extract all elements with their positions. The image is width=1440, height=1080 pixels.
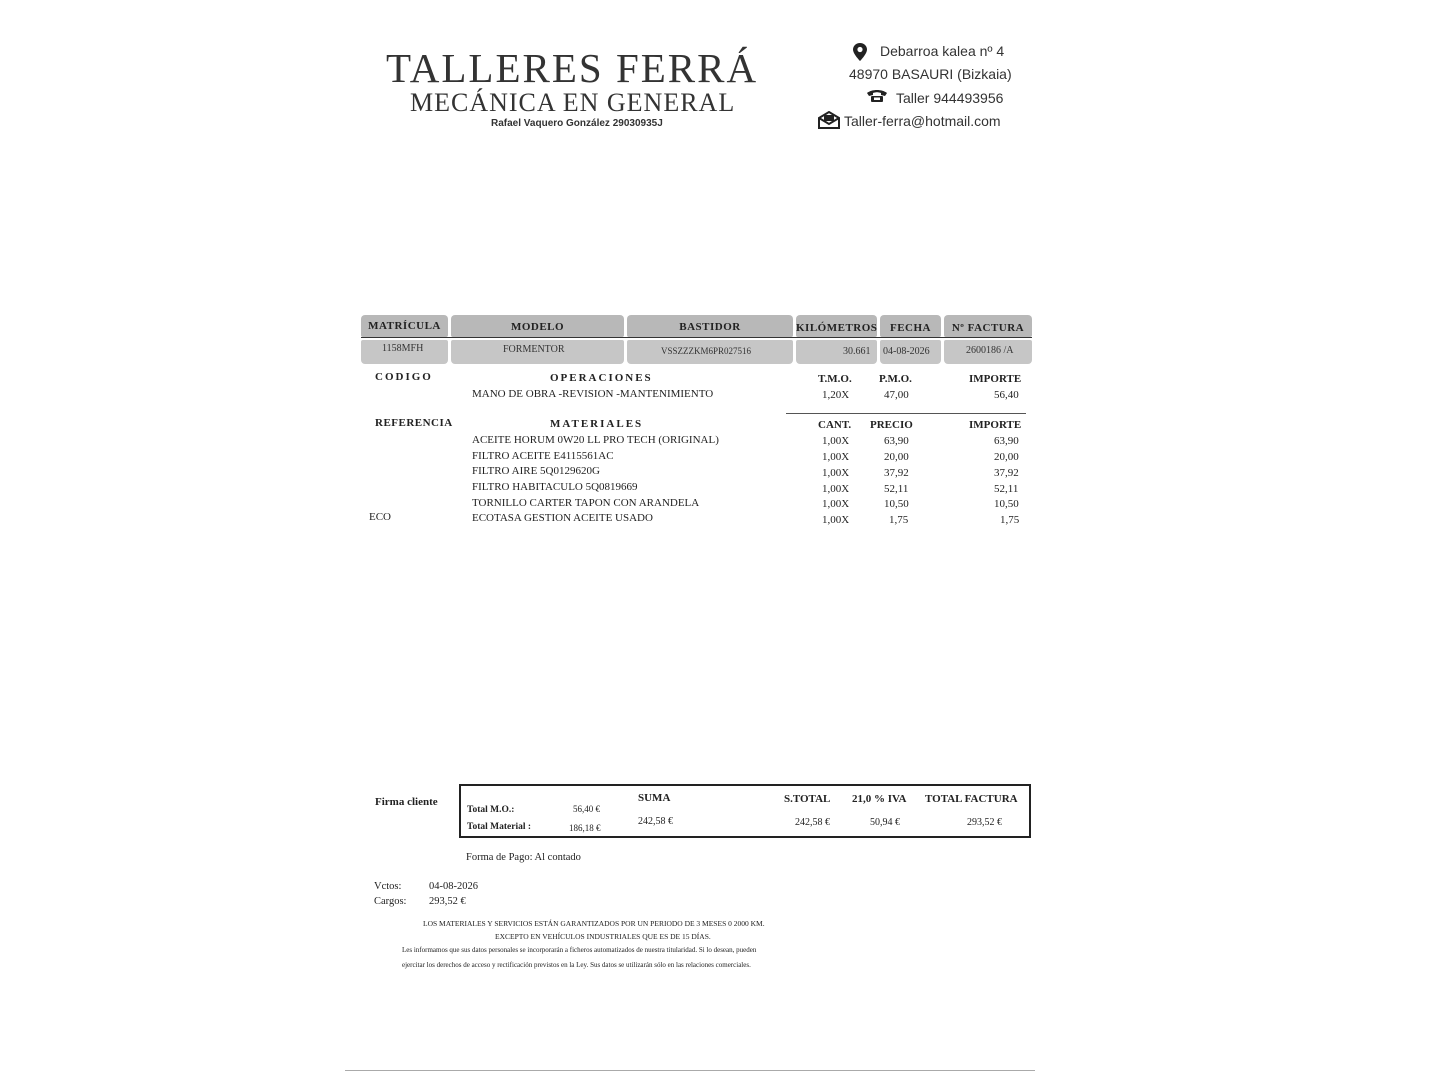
row-qty: 1,00X <box>822 435 850 447</box>
header-kilometros: KILÓMETROS <box>796 322 878 334</box>
value-bastidor: VSSZZZKM6PR027516 <box>661 346 752 356</box>
privacy-line-2: ejercitar los derechos de acceso y rectificación previstos en la Ley. Sus datos se utilizarán sólo en las relaciones comerciales. <box>402 961 751 969</box>
phone-number: Taller 944493956 <box>896 90 1004 106</box>
row-desc: MANO DE OBRA -REVISION -MANTENIMIENTO <box>472 388 714 400</box>
company-name: TALLERES FERRÁ <box>386 45 759 91</box>
envelope-icon <box>818 111 840 129</box>
section-divider <box>786 413 1026 414</box>
stotal-label: S.TOTAL <box>784 793 831 805</box>
payment-method <box>466 852 581 863</box>
row-amount: 63,90 <box>994 435 1019 447</box>
row-desc: FILTRO HABITACULO 5Q0819669 <box>472 481 638 493</box>
col-importe-ops: IMPORTE <box>969 373 1022 385</box>
iva-label: 21,0 % IVA <box>852 793 907 805</box>
phone-icon <box>866 89 888 103</box>
page-bottom-edge <box>345 1070 1035 1071</box>
col-importe-mat: IMPORTE <box>969 419 1022 431</box>
row-amount: 1,75 <box>1000 514 1020 526</box>
row-desc: ECOTASA GESTION ACEITE USADO <box>472 512 653 524</box>
cargos-value: 293,52 € <box>429 896 466 907</box>
warranty-line-1: LOS MATERIALES Y SERVICIOS ESTÁN GARANTIZADOS POR UN PERIODO DE 3 MESES 0 2000 KM. <box>423 919 765 928</box>
location-pin-icon <box>853 43 867 61</box>
company-subtitle: MECÁNICA EN GENERAL <box>410 88 736 117</box>
materials-title: MATERIALES <box>550 418 644 430</box>
address-line-1: Debarroa kalea nº 4 <box>880 43 1005 59</box>
signature-label: Firma cliente <box>375 796 438 808</box>
value-kilometros: 30.661 <box>843 346 871 357</box>
warranty-line-2: EXCEPTO EN VEHÍCULOS INDUSTRIALES QUE ES DE 15 DÍAS. <box>495 932 711 941</box>
vctos-label: Vctos: <box>374 881 402 892</box>
total-material-label: Total Material : <box>467 822 532 832</box>
row-price: 63,90 <box>884 435 909 447</box>
row-desc: TORNILLO CARTER TAPON CON ARANDELA <box>472 497 700 509</box>
row-qty: 1,00X <box>822 514 850 526</box>
row-qty: 1,20X <box>822 389 850 401</box>
value-fecha: 04-08-2026 <box>883 346 930 357</box>
value-factura: 2600186 /A <box>966 345 1014 356</box>
stotal-value: 242,58 € <box>795 817 830 828</box>
reference-label: REFERENCIA <box>375 417 453 429</box>
row-price: 47,00 <box>884 389 909 401</box>
header-modelo: MODELO <box>510 321 565 333</box>
row-amount: 10,50 <box>994 498 1019 510</box>
row-price: 52,11 <box>884 483 909 495</box>
code-label: CODIGO <box>375 371 433 383</box>
header-bastidor: BASTIDOR <box>679 321 741 333</box>
col-precio: PRECIO <box>870 419 913 431</box>
operations-title: OPERACIONES <box>550 372 653 384</box>
row-qty: 1,00X <box>822 498 850 510</box>
col-cant: CANT. <box>818 419 852 431</box>
col-pmo: P.M.O. <box>879 373 912 385</box>
suma-value: 242,58 € <box>638 816 673 827</box>
row-price: 20,00 <box>884 451 909 463</box>
cargos-label: Cargos: <box>374 896 407 907</box>
row-price: 1,75 <box>889 514 909 526</box>
row-qty: 1,00X <box>822 467 850 479</box>
suma-label: SUMA <box>638 792 671 804</box>
total-factura-value: 293,52 € <box>967 817 1002 828</box>
value-modelo: FORMENTOR <box>503 344 565 355</box>
row-price: 37,92 <box>884 467 909 479</box>
payment-method-value: Al contado <box>534 852 581 863</box>
email-address: Taller-ferra@hotmail.com <box>844 113 1001 129</box>
header-fecha: FECHA <box>890 322 931 334</box>
iva-value: 50,94 € <box>870 817 900 828</box>
row-code: ECO <box>369 511 391 523</box>
row-amount: 20,00 <box>994 451 1019 463</box>
row-qty: 1,00X <box>822 451 850 463</box>
header-factura: Nº FACTURA <box>951 322 1025 334</box>
row-desc: FILTRO ACEITE E4115561AC <box>472 450 614 462</box>
total-material-value: 186,18 € <box>569 823 601 833</box>
privacy-line-1: Les informamos que sus datos personales se incorporarán a ficheros automatizados de nuestra titularidad. Si lo desean, pueden <box>402 946 757 954</box>
col-tmo: T.M.O. <box>818 373 852 385</box>
total-mo-value: 56,40 € <box>573 804 600 814</box>
row-desc: FILTRO AIRE 5Q0129620G <box>472 465 600 477</box>
row-amount: 52,11 <box>994 483 1019 495</box>
company-owner: Rafael Vaquero González 29030935J <box>491 118 663 129</box>
row-amount: 56,40 <box>994 389 1019 401</box>
vctos-value: 04-08-2026 <box>429 881 478 892</box>
address-line-2: 48970 BASAURI (Bizkaia) <box>849 66 1012 82</box>
total-factura-label: TOTAL FACTURA <box>925 793 1018 805</box>
row-price: 10,50 <box>884 498 909 510</box>
row-amount: 37,92 <box>994 467 1019 479</box>
payment-method-label: Forma de Pago: <box>466 852 533 863</box>
total-mo-label: Total M.O.: <box>467 805 515 815</box>
header-matricula: MATRÍCULA <box>368 320 441 332</box>
vehicle-table-divider <box>361 337 1032 338</box>
value-matricula: 1158MFH <box>382 343 424 354</box>
row-qty: 1,00X <box>822 483 850 495</box>
row-desc: ACEITE HORUM 0W20 LL PRO TECH (ORIGINAL) <box>472 434 719 446</box>
